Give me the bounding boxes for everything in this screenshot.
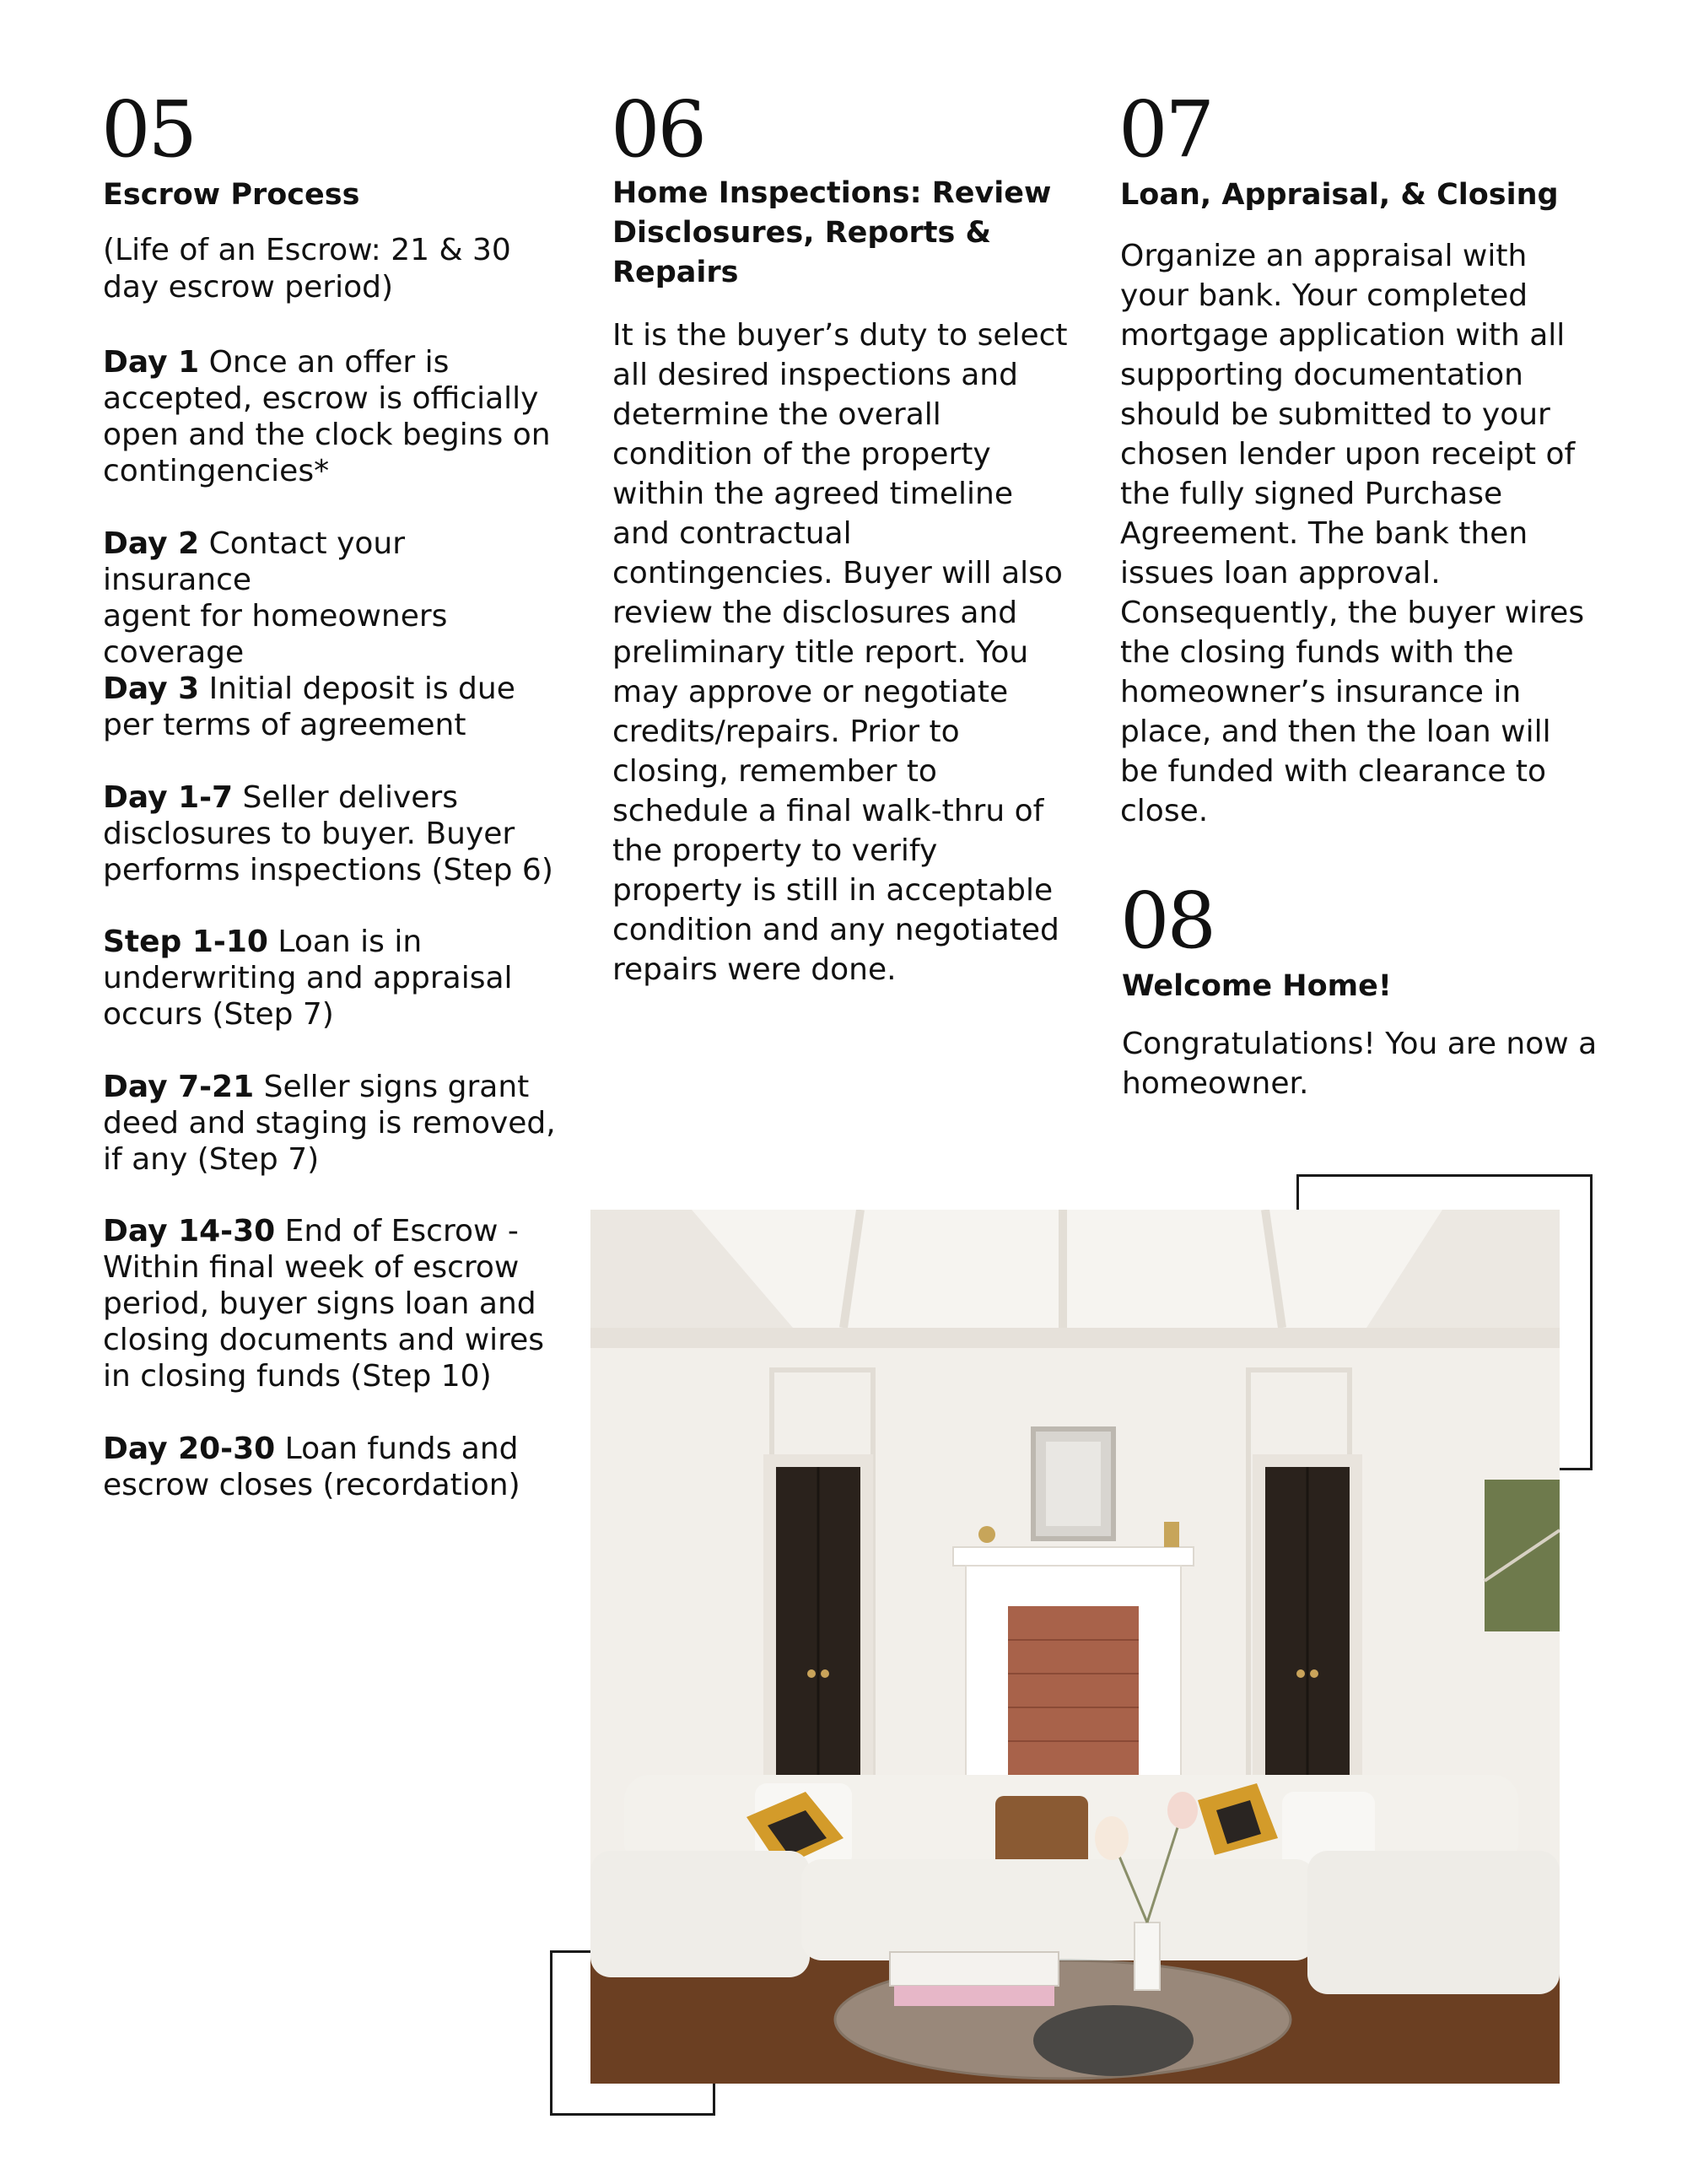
day-text-line: open and the clock begins on <box>103 418 551 452</box>
day-label: Day 20-30 <box>103 1432 276 1466</box>
body-line: mortgage application with all <box>1120 318 1566 353</box>
day-text-line: occurs (Step 7) <box>103 997 334 1032</box>
step-title-line: Home Inspections: Review <box>612 176 1052 210</box>
body-line: homeowner. <box>1122 1066 1309 1101</box>
body-line: supporting documentation <box>1120 358 1523 392</box>
escrow-intro-line: (Life of an Escrow: 21 & 30 <box>103 233 511 267</box>
body-line: preliminary title report. You <box>612 635 1029 670</box>
step-title-welcome-home: Welcome Home! <box>1122 969 1392 1003</box>
step-number-07: 07 <box>1118 84 1213 175</box>
day-text-line: disclosures to buyer. Buyer <box>103 817 515 851</box>
body-line: the fully signed Purchase <box>1120 477 1503 511</box>
body-line: be funded with clearance to <box>1120 754 1547 789</box>
body-line: review the disclosures and <box>612 596 1018 630</box>
body-line: the property to verify <box>612 833 938 868</box>
escrow-day-item <box>103 526 558 671</box>
living-room-photo <box>590 1210 1560 2084</box>
escrow-day-item <box>103 344 558 489</box>
step-title-loan-appraisal-closing: Loan, Appraisal, & Closing <box>1120 178 1559 212</box>
body-line: Congratulations! You are now a <box>1122 1027 1598 1061</box>
day-text-line: contingencies* <box>103 454 330 488</box>
body-line: Organize an appraisal with <box>1120 239 1528 273</box>
body-line: issues loan approval. <box>1120 556 1441 590</box>
day-label: Day 3 <box>103 671 200 706</box>
day-label: Day 1 <box>103 345 200 380</box>
escrow-day-item <box>103 924 558 1033</box>
body-line: repairs were done. <box>612 952 897 987</box>
day-text-line: Within final week of escrow <box>103 1250 520 1285</box>
body-line: It is the buyer’s duty to select <box>612 318 1068 353</box>
body-line: closing, remember to <box>612 754 937 789</box>
body-line: Agreement. The bank then <box>1120 516 1528 551</box>
day-text-line: Loan funds and <box>275 1432 519 1466</box>
day-text-line: in closing funds (Step 10) <box>103 1359 492 1394</box>
day-text-line: escrow closes (recordation) <box>103 1468 520 1502</box>
step-title-line: Repairs <box>612 256 739 289</box>
body-line: homeowner’s insurance in <box>1120 675 1522 709</box>
step-number-05: 05 <box>101 84 196 175</box>
step-number-06: 06 <box>611 84 705 175</box>
day-label: Day 14-30 <box>103 1214 276 1248</box>
body-line: schedule a final walk-thru of <box>612 794 1044 828</box>
body-line: condition and any negotiated <box>612 913 1059 947</box>
loan-body <box>1120 236 1584 831</box>
escrow-day-item <box>103 671 558 743</box>
day-text-line: Contact your insurance <box>103 526 406 597</box>
step-title-home-inspections <box>612 174 1051 293</box>
body-line: chosen lender upon receipt of <box>1120 437 1576 472</box>
body-line: within the agreed timeline <box>612 477 1013 511</box>
day-text-line: deed and staging is removed, <box>103 1106 556 1141</box>
escrow-day-item <box>103 1069 558 1178</box>
day-text-line: Initial deposit is due <box>199 671 515 706</box>
body-line: property is still in acceptable <box>612 873 1054 908</box>
body-line: Consequently, the buyer wires <box>1120 596 1585 630</box>
day-text-line: agent for homeowners <box>103 599 448 634</box>
body-line: place, and then the loan will <box>1120 715 1551 749</box>
body-line: close. <box>1120 794 1209 828</box>
body-line: condition of the property <box>612 437 991 472</box>
body-line: determine the overall <box>612 397 941 432</box>
body-line: and contractual <box>612 516 852 551</box>
body-line: contingencies. Buyer will also <box>612 556 1063 590</box>
body-line: should be submitted to your <box>1120 397 1550 432</box>
day-text-line: underwriting and appraisal <box>103 961 513 995</box>
day-text-line: End of Escrow - <box>275 1214 519 1248</box>
day-text-line: period, buyer signs loan and <box>103 1286 536 1321</box>
body-line: credits/repairs. Prior to <box>612 715 960 749</box>
day-text-line: Seller signs grant <box>254 1070 530 1104</box>
escrow-day-item <box>103 1431 558 1503</box>
body-line: your bank. Your completed <box>1120 278 1528 313</box>
step-title-line: Disclosures, Reports & <box>612 216 992 250</box>
day-label: Day 2 <box>103 526 200 561</box>
day-text-line: per terms of agreement <box>103 708 466 742</box>
day-text-line: closing documents and wires <box>103 1323 545 1357</box>
escrow-intro <box>103 232 511 306</box>
day-text-line: Once an offer is <box>199 345 450 380</box>
day-text-line: coverage <box>103 635 245 670</box>
welcome-body <box>1122 1024 1597 1103</box>
day-text-line: performs inspections (Step 6) <box>103 853 553 887</box>
day-label: Step 1-10 <box>103 925 268 959</box>
day-label: Day 7-21 <box>103 1070 255 1104</box>
day-text-line: if any (Step 7) <box>103 1142 320 1177</box>
day-label: Day 1-7 <box>103 780 234 815</box>
body-line: may approve or negotiate <box>612 675 1009 709</box>
inspections-body <box>612 315 1068 990</box>
step-title-escrow-process: Escrow Process <box>103 178 360 212</box>
day-text-line: accepted, escrow is officially <box>103 381 539 416</box>
escrow-day-item <box>103 1213 558 1394</box>
day-text-line: Seller delivers <box>233 780 458 815</box>
day-text-line: Loan is in <box>267 925 423 959</box>
step-number-08: 08 <box>1120 876 1215 966</box>
escrow-day-item <box>103 779 558 888</box>
body-line: all desired inspections and <box>612 358 1018 392</box>
body-line: the closing funds with the <box>1120 635 1514 670</box>
escrow-intro-line: day escrow period) <box>103 270 394 305</box>
